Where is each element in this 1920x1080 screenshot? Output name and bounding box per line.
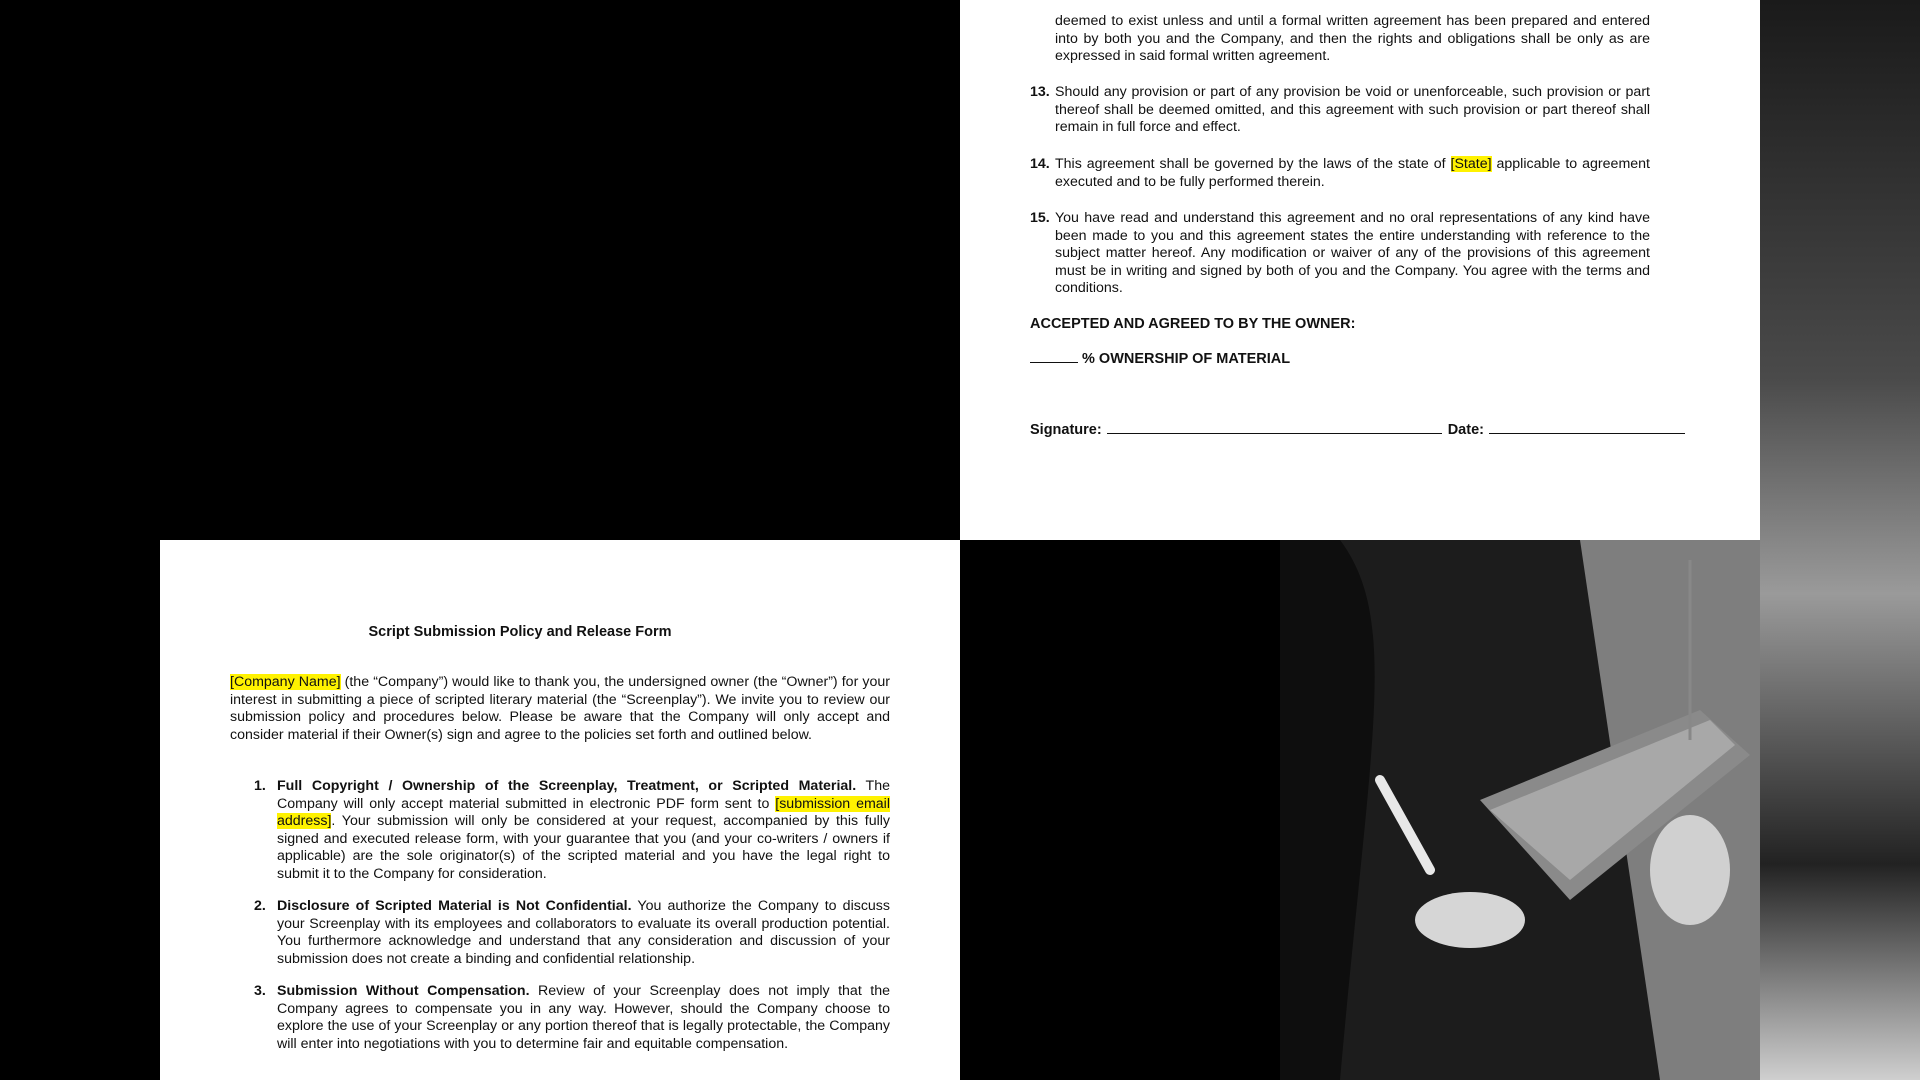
item-heading: Full Copyright / Ownership of the Screenplay, Treatment, or Scripted Material. [277, 778, 857, 794]
list-item-15 [1030, 210, 1650, 298]
email-placeholder: [submission email address] [277, 795, 890, 830]
item-number: 2. [254, 898, 266, 914]
background-photo-strip [1760, 0, 1920, 1080]
list-item-13 [1030, 84, 1650, 137]
signature-line [1107, 421, 1442, 434]
intro-paragraph [230, 674, 890, 744]
item-body: You authorize the Company to discuss your Screenplay with its employees and collaborators to evaluate its overall production potential. You furthermore acknowledge and understand that any consideration and discussion of your submission does not create a binding and confidential relationship. [277, 898, 890, 967]
document-page-bottom [160, 540, 960, 1080]
item-heading: Submission Without Compensation. [277, 983, 530, 999]
item-number: 14. [1030, 156, 1050, 172]
document-page-top [960, 0, 1760, 540]
item-text-after: . Your submission will only be considered at your request, accompanied by this fully signed and executed release form, with your guarantee that you (and your co-writers / owners if applicable) are the sole originator(s) of the scripted material and you have the legal right to submit it to the Company for consideration. [277, 813, 890, 882]
item-text [277, 898, 890, 968]
ownership-line [1030, 350, 1290, 369]
state-placeholder: [State] [1450, 156, 1492, 172]
list-item-14 [1030, 156, 1650, 191]
item-text [277, 983, 890, 1053]
ownership-blank [1030, 350, 1078, 363]
item-number: 15. [1030, 210, 1050, 226]
accepted-heading: ACCEPTED AND AGREED TO BY THE OWNER: [1030, 316, 1356, 332]
item-text-before: This agreement shall be governed by the laws of the state of [1055, 156, 1451, 172]
item-text-before: The Company will only accept material submitted in electronic PDF form sent to [277, 778, 890, 812]
person-reading-photo [1280, 540, 1760, 1080]
item-text: You have read and understand this agreement and no oral representations of any kind have been made to you and this agreement states the entire understanding with reference to the subject matter hereof. Any modification or waiver of any of the provisions of this agreement must be in writing and signed by both of you and the Company. You agree with the terms and conditions. [1055, 210, 1650, 297]
ownership-label: % OWNERSHIP OF MATERIAL [1082, 351, 1291, 367]
photo-illustration [1280, 540, 1760, 1080]
intro-text: (the “Company”) would like to thank you, the undersigned owner (the “Owner”) for your interest in submitting a piece of scripted literary material (the “Screenplay”). We invite you to review our submission policy and procedures below. Please be aware that the Company will only accept and consider material if their Owner(s) sign and agree to the policies set forth and outlined below. [230, 674, 890, 743]
item-number: 1. [254, 778, 266, 794]
list-item-3 [254, 983, 890, 1053]
item-text: Should any provision or part of any provision be void or unenforceable, such provision or part thereof shall be deemed omitted, and this agreement with such provision or part thereof shall remain in full force and effect. [1055, 84, 1650, 136]
item-text [1055, 156, 1650, 191]
item-number: 3. [254, 983, 266, 999]
company-name-placeholder: [Company Name] [230, 674, 341, 690]
list-item-2 [254, 898, 890, 968]
date-label: Date: [1447, 422, 1484, 438]
item-number: 13. [1030, 84, 1050, 100]
continued-paragraph: deemed to exist unless and until a formal written agreement has been prepared and entered into by both you and the Company, and then the rights and obligations shall be only as are expressed in said formal written agreement. [1055, 13, 1650, 65]
list-item-1 [254, 778, 890, 884]
document-title: Script Submission Policy and Release Form [368, 624, 672, 640]
signature-label: Signature: [1030, 422, 1102, 438]
item-text-after: applicable to agreement executed and to be fully performed therein. [1055, 156, 1650, 190]
date-line [1489, 421, 1685, 434]
signature-row [1030, 421, 1685, 440]
item-body: Review of your Screenplay does not imply that the Company agrees to compensate you in any way. However, should the Company choose to explore the use of your Screenplay or any portion thereof that is legally protectable, the Company will enter into negotiations with you to determine fair and equitable compensation. [277, 983, 890, 1052]
item-text [277, 778, 890, 884]
item-heading: Disclosure of Scripted Material is Not Confidential. [277, 898, 632, 914]
